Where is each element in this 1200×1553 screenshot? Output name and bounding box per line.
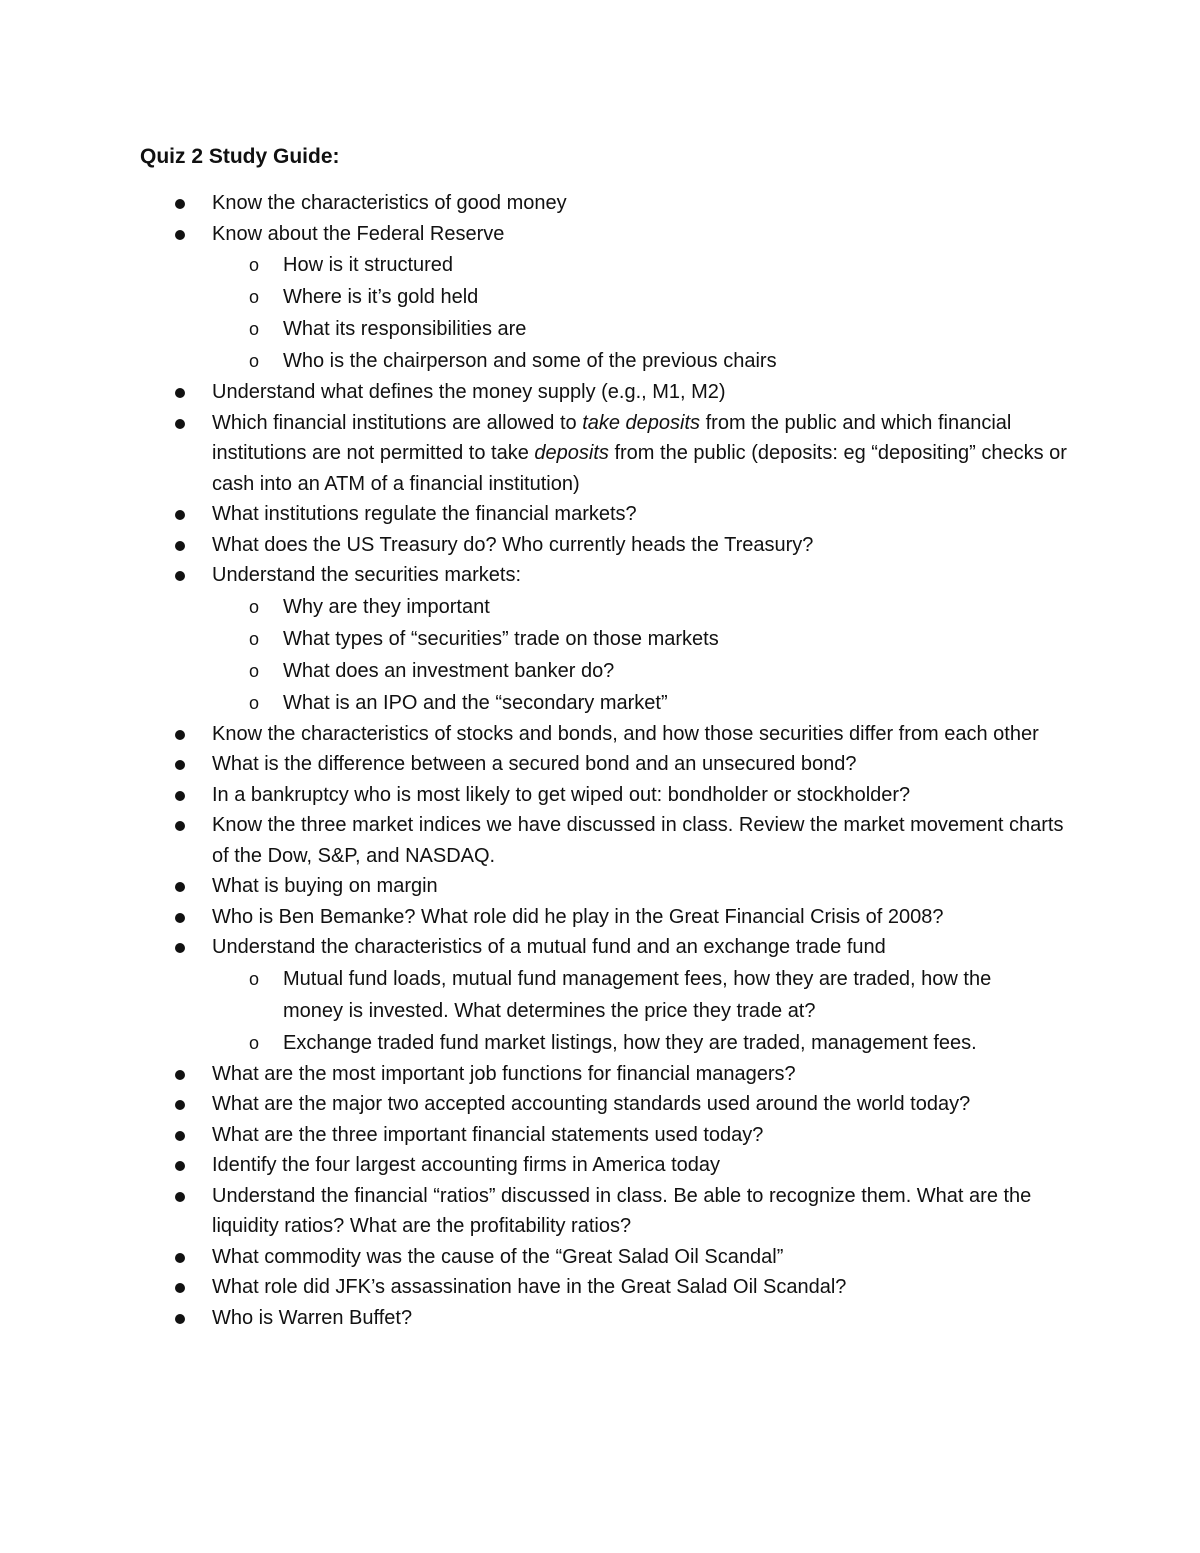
bullet-icon xyxy=(175,541,185,551)
list-item xyxy=(0,530,1072,561)
sub-list-item-text: What is an IPO and the “secondary market” xyxy=(283,691,668,714)
list-item-text: from the public and which financial institutions are not permitted to take xyxy=(212,411,1012,464)
sub-list-item-text: Who is the chairperson and some of the previous chairs xyxy=(283,350,777,372)
sub-list-item xyxy=(0,687,1043,719)
list-item xyxy=(0,219,1072,378)
list-item-text: What are the major two accepted accounting standards used around the world today? xyxy=(212,1093,971,1115)
emphasized-text: take deposits xyxy=(582,411,701,434)
bullet-icon xyxy=(175,1314,185,1324)
sub-list-item xyxy=(0,313,1043,345)
list-item-text: Who is Ben Bemanke? What role did he play in the Great Financial Crisis of 2008? xyxy=(212,905,944,928)
sub-list-item xyxy=(0,963,1043,1027)
list-item xyxy=(0,871,1072,902)
bullet-icon xyxy=(175,571,185,581)
list-item-text: Understand what defines the money supply (e.g., M1, M2) xyxy=(212,381,726,403)
list-item-text: Who is Warren Buffet? xyxy=(212,1306,413,1329)
list-item xyxy=(0,1150,1072,1181)
hollow-bullet-icon: o xyxy=(249,692,260,713)
list-item-text: What are the three important financial statements used today? xyxy=(212,1123,764,1146)
sub-list-item-text: Where is it’s gold held xyxy=(283,286,479,308)
list-item xyxy=(0,1272,1072,1303)
list-item-text: from the public (deposits: eg “depositing” checks or cash into an ATM of a financial institution) xyxy=(212,442,1067,495)
sub-list-item-text: What types of “securities” trade on those markets xyxy=(283,627,719,650)
list-item-text: What role did JFK’s assassination have in the Great Salad Oil Scandal? xyxy=(212,1276,847,1298)
hollow-bullet-icon: o xyxy=(249,351,260,371)
list-item xyxy=(0,560,1072,719)
sub-list-item xyxy=(0,1027,1043,1059)
list-item xyxy=(0,408,1072,500)
sub-list-item-text: How is it structured xyxy=(283,254,454,276)
list-item-text: What institutions regulate the financial markets? xyxy=(212,503,637,525)
bullet-icon xyxy=(175,419,185,429)
list-item-text: Understand the securities markets: xyxy=(212,564,522,586)
list-item xyxy=(0,1059,1072,1090)
bullet-icon xyxy=(175,943,185,953)
list-item-text: Know the characteristics of stocks and bonds, and how those securities differ from each other xyxy=(212,722,1039,745)
list-item xyxy=(0,1303,1072,1334)
list-item-text: Know the characteristics of good money xyxy=(212,192,567,214)
emphasized-text: deposits xyxy=(534,442,609,464)
hollow-bullet-icon: o xyxy=(249,628,260,649)
sub-list xyxy=(212,591,1072,719)
bullet-icon xyxy=(175,1070,185,1080)
bullet-icon xyxy=(175,1131,185,1141)
list-item-text: What is buying on margin xyxy=(212,875,438,897)
bullet-icon xyxy=(175,913,185,923)
list-item-text: What commodity was the cause of the “Great Salad Oil Scandal” xyxy=(212,1245,784,1268)
sub-list-item-text: What does an investment banker do? xyxy=(283,659,615,682)
hollow-bullet-icon: o xyxy=(249,1032,260,1053)
list-item xyxy=(0,810,1072,871)
list-item-text: What is the difference between a secured bond and an unsecured bond? xyxy=(212,753,857,775)
list-item-text: Identify the four largest accounting firms in America today xyxy=(212,1154,721,1176)
bullet-icon xyxy=(175,1192,185,1202)
hollow-bullet-icon: o xyxy=(249,660,260,681)
list-item-text: Know the three market indices we have discussed in class. Review the market movement charts of the Dow, S&P, and NASDAQ. xyxy=(212,814,1064,867)
hollow-bullet-icon: o xyxy=(249,319,260,339)
sub-list-item-text: Exchange traded fund market listings, how they are traded, management fees. xyxy=(283,1031,977,1054)
list-item-text: Understand the characteristics of a mutual fund and an exchange trade fund xyxy=(212,936,886,958)
list-item xyxy=(0,932,1072,1059)
bullet-icon xyxy=(175,760,185,770)
list-item xyxy=(0,1181,1072,1242)
hollow-bullet-icon: o xyxy=(249,596,260,617)
list-item xyxy=(0,499,1072,530)
sub-list xyxy=(212,249,1072,377)
sub-list-item xyxy=(0,281,1043,313)
list-item xyxy=(0,1242,1072,1273)
bullet-icon xyxy=(175,199,185,209)
list-item xyxy=(0,1120,1072,1151)
hollow-bullet-icon: o xyxy=(249,968,260,989)
bullet-icon xyxy=(175,791,185,801)
sub-list-item-text: Mutual fund loads, mutual fund management fees, how they are traded, how the money is invested. What determines the price they trade at? xyxy=(283,967,992,1022)
list-item xyxy=(0,749,1072,780)
bullet-icon xyxy=(175,510,185,520)
list-item-text: What are the most important job functions for financial managers? xyxy=(212,1062,796,1085)
list-item xyxy=(0,719,1072,750)
bullet-icon xyxy=(175,1161,185,1171)
list-item xyxy=(0,902,1072,933)
sub-list-item xyxy=(0,655,1043,687)
sub-list-item xyxy=(0,249,1043,281)
sub-list-item xyxy=(0,345,1043,377)
bullet-icon xyxy=(175,821,185,831)
list-item xyxy=(0,377,1072,408)
bullet-icon xyxy=(175,1100,185,1110)
list-item xyxy=(0,188,1072,219)
hollow-bullet-icon: o xyxy=(249,255,260,275)
sub-list-item-text: What its responsibilities are xyxy=(283,318,527,340)
list-item xyxy=(0,1089,1072,1120)
bullet-icon xyxy=(175,1253,185,1263)
list-item-text: Which financial institutions are allowed to xyxy=(212,411,583,434)
list-item xyxy=(0,780,1072,811)
list-item-text: What does the US Treasury do? Who currently heads the Treasury? xyxy=(212,533,814,556)
study-guide-list xyxy=(0,188,1200,1333)
sub-list xyxy=(212,963,1072,1059)
sub-list-item-text: Why are they important xyxy=(283,595,490,618)
page-title: Quiz 2 Study Guide: xyxy=(140,145,340,168)
bullet-icon xyxy=(175,1283,185,1293)
sub-list-item xyxy=(0,623,1043,655)
list-item-text: Know about the Federal Reserve xyxy=(212,222,505,245)
list-item-text: Understand the financial “ratios” discussed in class. Be able to recognize them. What are the liquidity ratios? What are the profitability ratios? xyxy=(212,1184,1032,1237)
bullet-icon xyxy=(175,882,185,892)
sub-list-item xyxy=(0,591,1043,623)
list-item-text: In a bankruptcy who is most likely to get wiped out: bondholder or stockholder? xyxy=(212,783,911,806)
hollow-bullet-icon: o xyxy=(249,287,260,307)
bullet-icon xyxy=(175,388,185,398)
bullet-icon xyxy=(175,230,185,240)
bullet-icon xyxy=(175,730,185,740)
